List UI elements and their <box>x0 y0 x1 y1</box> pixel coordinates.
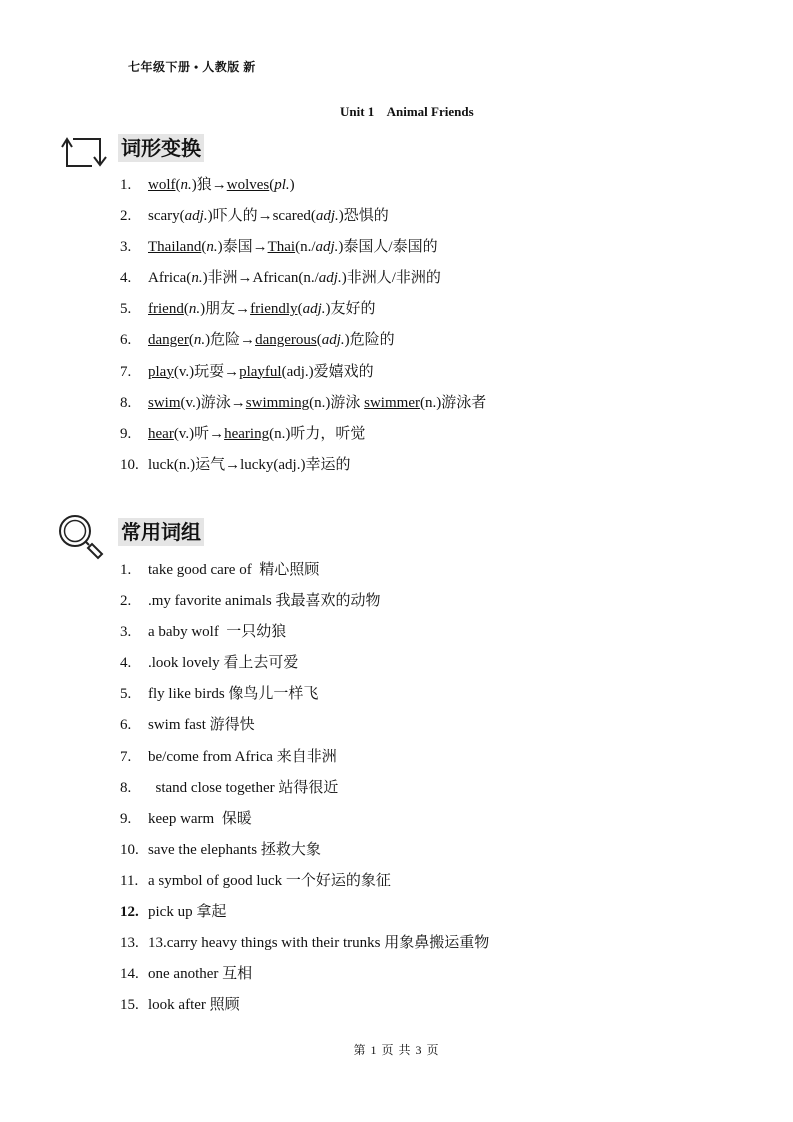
item-text-segment: scary( <box>148 208 185 225</box>
word-form-item <box>120 330 486 361</box>
item-text-segment: danger <box>148 332 189 349</box>
item-number: 5. <box>120 301 132 318</box>
item-text-segment: adj. <box>321 332 345 349</box>
item-text-segment: hearing <box>224 425 270 442</box>
item-number: 4. <box>120 655 132 672</box>
item-text-segment: )非洲→African(n./ <box>202 270 319 287</box>
item-text-segment: )狼→ <box>191 177 227 193</box>
phrase-text: a symbol of good luck 一个好运的象征 <box>148 872 391 889</box>
item-text-segment: )非洲人/非洲的 <box>341 270 441 287</box>
phrase-item <box>120 840 489 871</box>
item-text-segment: )恐惧的 <box>338 208 389 225</box>
item-text-segment: n. <box>180 177 192 193</box>
item-text-segment: )朋友→ <box>200 301 251 318</box>
phrase-text: 13.carry heavy things with their trunks 用象鼻搬运重物 <box>148 935 490 952</box>
item-number: 9. <box>120 810 132 827</box>
page-footer: 第 1 页 共 3 页 <box>353 1043 440 1057</box>
common-phrases-list <box>120 560 489 1026</box>
word-form-item <box>120 393 486 424</box>
item-number: 8. <box>120 779 132 796</box>
word-forms-list <box>120 175 486 486</box>
word-form-item <box>120 237 486 268</box>
item-text-segment: wolf <box>148 177 176 193</box>
magnifier-icon <box>56 512 106 567</box>
word-form-item <box>120 268 486 299</box>
item-text-segment: )友好的 <box>325 301 376 318</box>
item-text-segment: swimming <box>245 394 310 411</box>
phrase-text: stand close together 站得很近 <box>148 779 339 796</box>
phrase-text: be/come from Africa 来自非洲 <box>148 748 337 765</box>
item-number: 9. <box>120 425 132 442</box>
item-text-segment: playful <box>239 363 282 380</box>
item-number: 11. <box>120 872 139 889</box>
item-text-segment: n. <box>206 239 218 256</box>
phrase-text: .my favorite animals 我最喜欢的动物 <box>148 593 381 610</box>
item-number: 5. <box>120 686 132 703</box>
item-number: 1. <box>120 562 132 578</box>
item-text-segment: ( <box>188 332 194 349</box>
item-text-segment: )危险的 <box>344 332 395 349</box>
item-text-segment: adj. <box>315 239 339 256</box>
item-text-segment: (v.)听→ <box>173 425 225 442</box>
item-number: 1. <box>120 177 132 193</box>
word-form-item <box>120 424 486 455</box>
item-text-segment: n. <box>191 270 203 287</box>
item-text-segment: ( <box>183 301 189 318</box>
item-text-segment: adj. <box>315 208 339 225</box>
word-form-item <box>120 455 486 486</box>
item-text-segment: ( <box>269 177 275 193</box>
item-text-segment: ( <box>201 239 207 256</box>
phrase-item <box>120 964 489 995</box>
item-text-segment: (n.)听力，听觉 <box>269 425 366 442</box>
word-form-item <box>120 175 486 206</box>
item-number: 7. <box>120 748 132 765</box>
item-text-segment: n. <box>188 301 201 318</box>
phrase-text: save the elephants 拯救大象 <box>148 841 321 858</box>
item-text-segment: swim <box>148 394 181 411</box>
item-text-segment: (v.)玩耍→ <box>173 363 240 380</box>
item-number: 8. <box>120 394 132 411</box>
item-text-segment: friend <box>148 301 184 318</box>
item-text-segment: Thailand <box>148 239 202 256</box>
phrase-text: one another 互相 <box>148 966 253 983</box>
phrase-text: look after 照顾 <box>148 997 240 1014</box>
phrase-text: a baby wolf 一只幼狼 <box>148 624 287 641</box>
phrase-item <box>120 778 489 809</box>
phrase-text: take good care of 精心照顾 <box>148 562 320 578</box>
item-text-segment: )吓人的→scared( <box>207 208 316 225</box>
item-text-segment: friendly <box>250 301 298 318</box>
phrase-item <box>120 809 489 840</box>
item-text-segment: )危险→ <box>205 332 256 349</box>
item-text-segment: ( <box>316 332 322 349</box>
phrase-item <box>120 995 489 1026</box>
section-title-common-phrases: 常用词组 <box>118 518 204 546</box>
item-number: 3. <box>120 624 132 641</box>
phrase-item <box>120 591 489 622</box>
item-text-segment: dangerous <box>255 332 317 349</box>
unit-title: Unit 1 Animal Friends <box>340 104 474 119</box>
item-text-segment: ( <box>175 177 181 193</box>
item-number: 2. <box>120 593 132 610</box>
item-text-segment: (n./ <box>295 239 316 256</box>
item-text-segment: )泰国人/泰国的 <box>338 239 438 256</box>
item-number: 3. <box>120 239 132 256</box>
phrase-item <box>120 653 489 684</box>
item-text-segment: adj. <box>302 301 326 318</box>
item-text-segment: n. <box>193 332 206 349</box>
phrase-item <box>120 933 489 964</box>
transform-arrows-icon <box>58 133 108 176</box>
item-text-segment: wolves <box>226 177 270 193</box>
phrase-text: fly like birds 像鸟儿一样飞 <box>148 686 319 703</box>
phrase-item <box>120 560 489 591</box>
phrase-item <box>120 684 489 715</box>
word-form-item <box>120 362 486 393</box>
item-text-segment: (n.)游泳 <box>309 394 365 411</box>
item-number: 10. <box>120 841 139 858</box>
word-form-item <box>120 299 486 330</box>
item-text-segment: Thai <box>267 239 296 256</box>
item-number: 7. <box>120 363 132 380</box>
item-text-segment: pl. <box>274 177 290 193</box>
phrase-item <box>120 747 489 778</box>
header-grade: 七年级下册 • 人教版 新 <box>128 60 256 74</box>
phrase-text: .look lovely 看上去可爱 <box>148 655 299 672</box>
item-number: 14. <box>120 966 139 983</box>
phrase-text: keep warm 保暖 <box>148 810 252 827</box>
item-text-segment: adj. <box>184 208 208 225</box>
item-text-segment: ( <box>297 301 303 318</box>
item-number: 6. <box>120 332 132 349</box>
item-number: 15. <box>120 997 139 1014</box>
word-form-item <box>120 206 486 237</box>
item-text-segment: Africa( <box>148 270 192 287</box>
item-text-segment: adj. <box>318 270 342 287</box>
item-text-segment: (v.)游泳→ <box>180 394 246 411</box>
item-text-segment: hear <box>148 425 174 442</box>
phrase-item <box>120 622 489 653</box>
phrase-text: swim fast 游得快 <box>148 717 255 734</box>
item-number: 4. <box>120 270 132 287</box>
phrase-text: pick up 拿起 <box>148 904 227 921</box>
item-text-segment: (n.)游泳者 <box>419 394 487 411</box>
item-text-segment: (adj.)爱嬉戏的 <box>281 363 374 380</box>
item-number: 10. <box>120 456 139 473</box>
item-text-segment: swimmer <box>364 394 420 411</box>
item-text-segment: ) <box>289 177 295 193</box>
item-number: 12. <box>120 904 139 921</box>
phrase-item <box>120 715 489 746</box>
phrase-item <box>120 902 489 933</box>
item-number: 2. <box>120 208 132 225</box>
item-text-segment: )泰国→ <box>217 239 268 256</box>
item-number: 6. <box>120 717 132 734</box>
item-number: 13. <box>120 935 139 952</box>
phrase-item <box>120 871 489 902</box>
item-text-segment: play <box>148 363 174 380</box>
item-text-segment: luck(n.)运气→lucky(adj.)幸运的 <box>148 456 351 473</box>
section-title-word-forms: 词形变换 <box>118 134 204 162</box>
